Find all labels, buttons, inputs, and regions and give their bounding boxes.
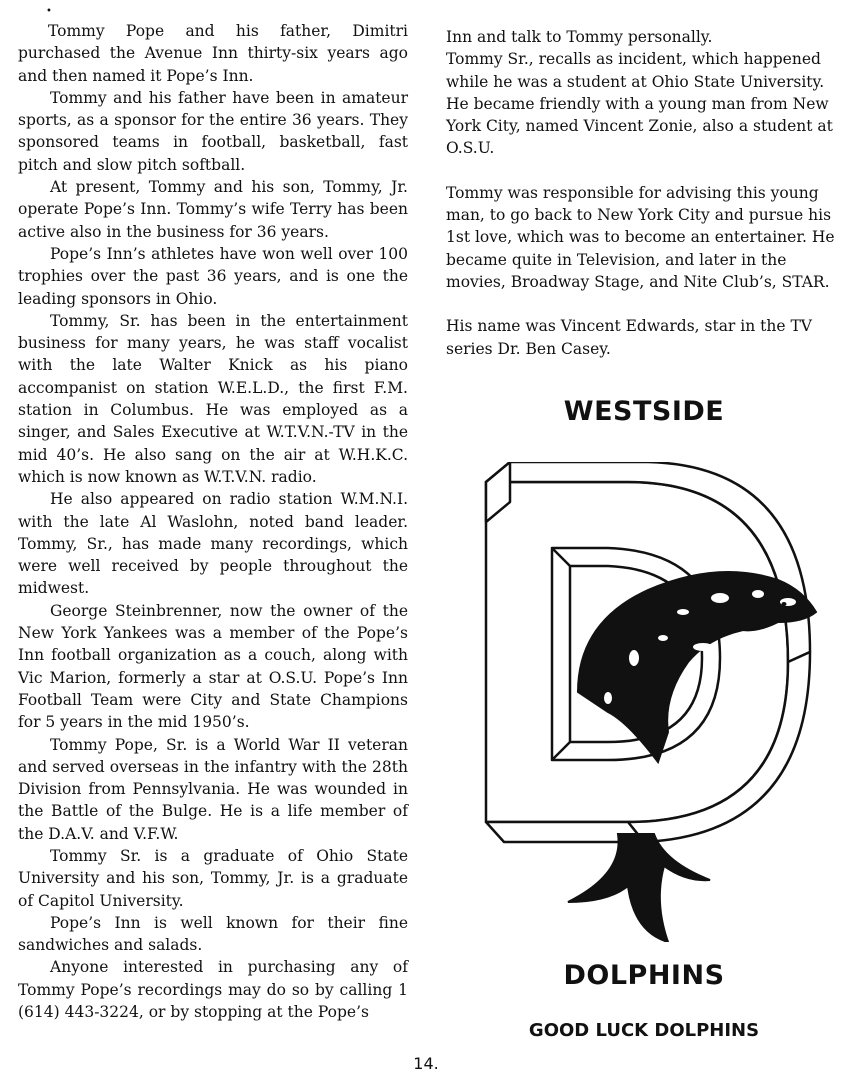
dolphin-d-logo-icon (458, 462, 838, 942)
westside-dolphins-ad (446, 392, 842, 1052)
paragraph: At present, Tommy and his son, Tommy, Jr. operate Pope’s Inn. Tommy’s wife Terry has been active also in the business for 36 years. (18, 178, 408, 241)
left-column (18, 20, 408, 1023)
paragraph: Tommy was responsible for advising this young man, to go back to New York City and pursue his 1st love, which was to become an entertainer. He became quite in Television, and later in the movies, Broadway Stage, and Nite Club’s, STAR. (446, 183, 835, 291)
paragraph: Pope’s Inn’s athletes have won well over 100 trophies over the past 36 years, and is one the leading sponsors in Ohio. (18, 244, 408, 308)
paragraph: He also appeared on radio station W.M.N.I. with the late Al Waslohn, noted band leader. Tommy, Sr., has made many recordings, which were well received by people throughout the midwest. (18, 490, 408, 598)
paragraph: Tommy Sr., recalls as incident, which happened while he was a student at Ohio State University. He became friendly with a young man from New York City, named Vincent Zonie, also a student at O.S.U. (446, 50, 833, 158)
paragraph: Tommy, Sr. has been in the entertainment business for many years, he was staff vocalist with the late Walter Knick as his piano accompanist on station W.E.L.D., the first F.M. station in Columbus. He was employed as a singer, and Sales Executive at W.T.V.N.-TV in the mid 40’s. He also sang on the air at W.H.K.C. which is now known as W.T.V.N. radio. (18, 311, 408, 486)
right-column (446, 26, 840, 360)
paragraph: Anyone interested in purchasing any of Tommy Pope’s recordings may do so by calling 1 (614) 443-3224, or by stopping at the Pope’s (18, 958, 408, 1022)
page-number: 14. (413, 1054, 439, 1073)
paragraph: Tommy Pope, Sr. is a World War II veteran and served overseas in the infantry with the 28th Division from Pennsylvania. He was wounded in the Battle of the Bulge. He is a life member of the D.A.V. and V.F.W. (18, 735, 408, 843)
paragraph: Tommy Pope and his father, Dimitri purchased the Avenue Inn thirty-six years ago and then named it Pope’s Inn. (18, 22, 408, 85)
ad-title: WESTSIDE (563, 396, 725, 427)
paragraph: Inn and talk to Tommy personally. (446, 28, 713, 46)
scan-speck: • (46, 6, 52, 17)
paragraph: Tommy Sr. is a graduate of Ohio State University and his son, Tommy, Jr. is a graduate of Capitol University. (18, 846, 408, 910)
paragraph: George Steinbrenner, now the owner of the New York Yankees was a member of the Pope’s Inn football organization as a couch, along with Vic Marion, formerly a star at O.S.U. Pope’s Inn Football Team were City and State Champions for 5 years in the mid 1950’s. (18, 601, 408, 732)
ad-team-name: DOLPHINS (563, 960, 725, 991)
paragraph: His name was Vincent Edwards, star in the TV series Dr. Ben Casey. (446, 317, 812, 358)
ad-slogan: GOOD LUCK DOLPHINS (528, 1020, 760, 1041)
paragraph: Pope’s Inn is well known for their fine sandwiches and salads. (18, 913, 408, 955)
paragraph: Tommy and his father have been in amateur sports, as a sponsor for the entire 36 years. They sponsored teams in football, basketball, fast pitch and slow pitch softball. (18, 88, 408, 174)
